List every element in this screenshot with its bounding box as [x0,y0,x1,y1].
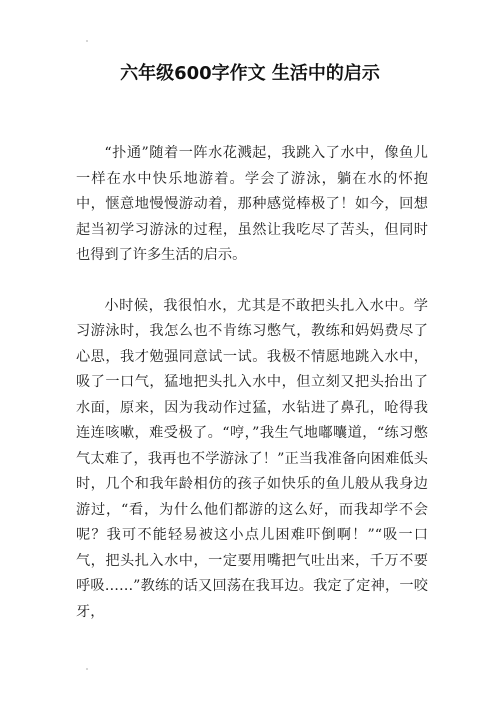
paragraph-2: 小时候，我很怕水，尤其是不敢把头扎入水中。学习游泳时，我怎么也不肯练习憋气，教练和妈妈费尽了心思，我才勉强同意试一试。我极不情愿地跳入水中，吸了一口气，猛地把头扎入水中，但立刻又把头抬出了水面，原来，因为我动作过猛，水钻进了鼻孔，呛得我连连咳嗽，难受极了。“哼，”我生气地嘟囔道，“练习憋气太难了，我再也不学游泳了！”正当我准备向困难低头时，几个和我年龄相仿的孩子如快乐的鱼儿般从我身边游过，“看，为什么他们都游的这么好，而我却学不会呢？我可不能轻易被这小点儿困难吓倒啊！”“吸一口气，把头扎入水中，一定要用嘴把气吐出来，千万不要呼吸……”教练的话又回荡在我耳边。我定了定神，一咬牙， [76,297,428,620]
document-body [76,141,428,625]
paragraph-1: “扑通”随着一阵水花溅起，我跳入了水中，像鱼儿一样在水中快乐地游着。学会了游泳，躺在水的怀抱中，惬意地慢慢游动着，那种感觉棒极了！如今，回想起当初学习游泳的过程，虽然让我吃尽了苦头，但同时也得到了许多生活的启示。 [76,145,428,263]
page-corner-mark [86,40,88,42]
page-corner-mark [86,668,88,670]
document-title: 六年级600字作文 生活中的启示 [120,63,380,84]
